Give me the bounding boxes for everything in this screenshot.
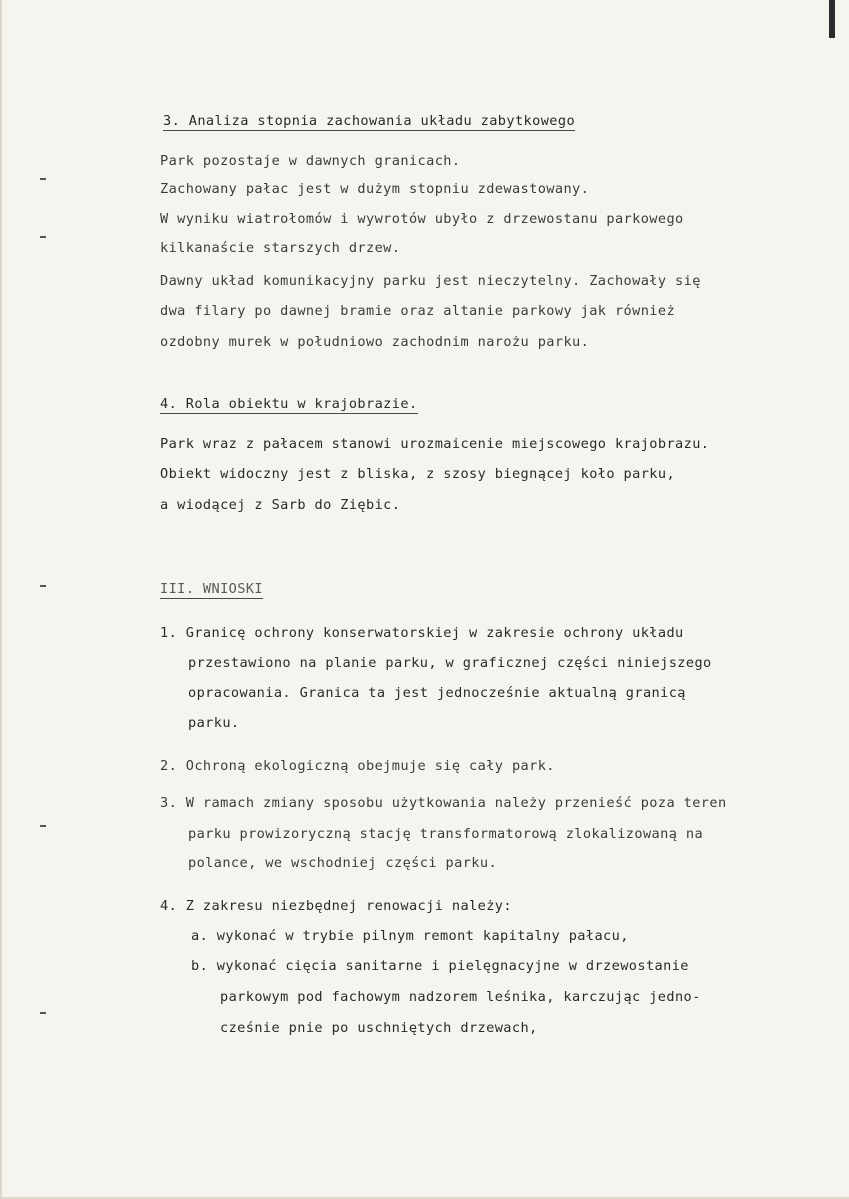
conclusion-1-line: parku. — [188, 715, 240, 731]
section-3-line: ozdobny murek w południowo zachodnim narożu parku. — [160, 334, 590, 350]
section-4-line: a wiodącej z Sarb do Ziębic. — [160, 497, 401, 513]
margin-tick — [40, 178, 46, 180]
section-3-line: Park pozostaje w dawnych granicach. — [160, 153, 461, 169]
conclusions-heading: III. WNIOSKI — [160, 581, 264, 597]
section-4-heading: 4. Rola obiektu w krajobrazie. — [160, 396, 418, 412]
section-3-line: kilkanaście starszych drzew. — [160, 240, 401, 256]
conclusion-4-subitem-a: a. wykonać w trybie pilnym remont kapitalny pałacu, — [191, 928, 629, 944]
conclusion-4-intro: 4. Z zakresu niezbędnej renowacji należy: — [160, 898, 512, 914]
conclusion-4-subitem-b: cześnie pnie po uschniętych drzewach, — [220, 1020, 538, 1036]
section-3-line: Zachowany pałac jest w dużym stopniu zdewastowany. — [160, 181, 590, 197]
section-3-line: W wyniku wiatrołomów i wywrotów ubyło z drzewostanu parkowego — [160, 211, 684, 227]
section-3-line: dwa filary po dawnej bramie oraz altanie parkowy jak również — [160, 303, 676, 319]
conclusion-1-line: 1. Granicę ochrony konserwatorskiej w zakresie ochrony układu — [160, 625, 684, 641]
conclusion-4-subitem-b: parkowym pod fachowym nadzorem leśnika, karczując jedno- — [220, 989, 701, 1005]
conclusion-1-line: opracowania. Granica ta jest jednocześnie aktualną granicą — [188, 685, 686, 701]
conclusion-3-line: 3. W ramach zmiany sposobu użytkowania należy przenieść poza teren — [160, 795, 727, 811]
conclusion-4-subitem-b: b. wykonać cięcia sanitarne i pielęgnacyjne w drzewostanie — [191, 958, 689, 974]
section-4-line: Park wraz z pałacem stanowi urozmaicenie miejscowego krajobrazu. — [160, 436, 710, 452]
margin-tick — [40, 825, 46, 827]
conclusion-1-line: przestawiono na planie parku, w graficznej części niniejszego — [188, 655, 712, 671]
section-3-heading: 3. Analiza stopnia zachowania układu zabytkowego — [163, 113, 576, 129]
binding-mark — [829, 0, 835, 38]
conclusion-2-line: 2. Ochroną ekologiczną obejmuje się cały park. — [160, 758, 555, 774]
conclusion-3-line: polance, we wschodniej części parku. — [188, 855, 498, 871]
conclusion-3-line: parku prowizoryczną stację transformatorową zlokalizowaną na — [188, 826, 704, 842]
margin-tick — [40, 236, 46, 238]
margin-tick — [40, 585, 46, 587]
section-4-line: Obiekt widoczny jest z bliska, z szosy biegnącej koło parku, — [160, 466, 676, 482]
margin-tick — [40, 1012, 46, 1014]
section-3-line: Dawny układ komunikacyjny parku jest nieczytelny. Zachowały się — [160, 273, 701, 289]
